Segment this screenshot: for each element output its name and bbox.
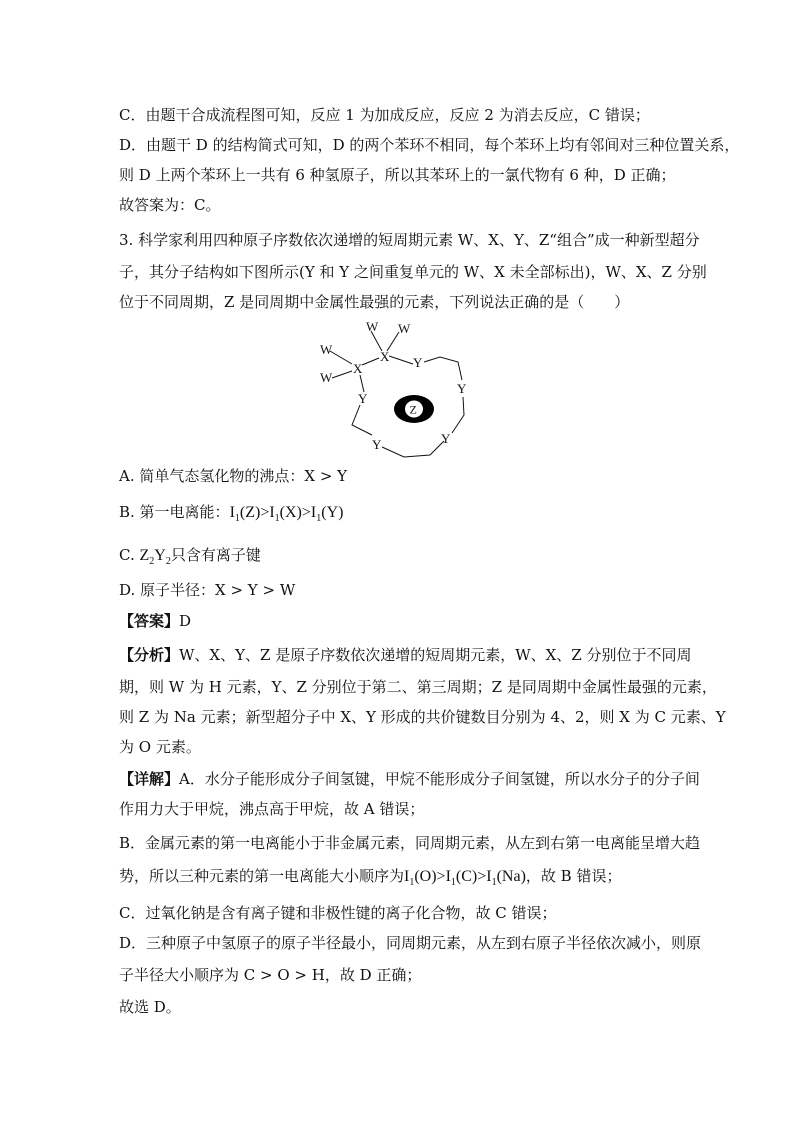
symbol-i: I	[404, 868, 410, 885]
detail-b-line2	[119, 866, 621, 889]
option-c-suffix: 只含有离子键	[170, 546, 261, 564]
option-c	[119, 545, 261, 568]
detail-conclusion: 故选 D。	[119, 998, 181, 1016]
detail-d-line1: D．三种原子中氢原子的原子半径最小，同周期元素，从左到右原子半径依次减小，则原	[119, 934, 702, 952]
option-b-prefix: B. 第一电离能：	[119, 503, 230, 521]
prev-option-d-line2: 则 D 上两个苯环上一共有 6 种氢原子，所以其苯环上的一氯代物有 6 种，D 正确；	[119, 166, 676, 184]
option-d: D. 原子半径：X > Y > W	[119, 581, 296, 599]
supramolecule-figure	[300, 315, 500, 465]
question-3-stem-line3: 位于不同周期，Z 是同周期中金属性最强的元素，下列说法正确的是（ ）	[119, 293, 630, 311]
analysis-line1	[119, 645, 692, 665]
option-c-prefix: C.	[119, 546, 140, 564]
atom-y-bottom-right: Y	[441, 431, 451, 446]
detail-d-line2: 子半径大小顺序为 C > O > H，故 D 正确；	[119, 966, 422, 984]
detail-b-prefix: 势，所以三种元素的第一电离能大小顺序为	[119, 867, 405, 885]
analysis-line4: 为 O 元素。	[119, 738, 201, 756]
question-3-stem-line2: 子，其分子结构如下图所示(Y 和 Y 之间重复单元的 W、X 未全部标出)，W、X、Z 分别	[119, 263, 707, 281]
element: Y	[154, 547, 166, 564]
analysis-line3: 则 Z 为 Na 元素；新型超分子中 X、Y 形成的共价键数目分别为 4、2，则 X 为 C 元素、Y	[119, 708, 726, 726]
subscript: 1	[450, 877, 456, 888]
detail-c: C．过氧化钠是含有离子键和非极性键的离子化合物，故 C 错误；	[119, 904, 557, 922]
term: (Z)>	[239, 504, 270, 521]
answer-line	[119, 611, 191, 631]
subscript: 1	[234, 513, 240, 524]
atom-y-bottom-left: Y	[372, 437, 382, 452]
analysis-line2: 期，则 W 为 H 元素，Y、Z 分别位于第二、第三周期；Z 是同周期中金属性最强的元素，	[119, 678, 717, 696]
option-b	[119, 502, 343, 525]
detail-tag: 【详解】	[119, 770, 180, 788]
prev-option-d-line1: D．由题干 D 的结构简式可知，D 的两个苯环不相同，每个苯环上均有邻间对三种位置关系，	[119, 136, 740, 154]
option-a: A. 简单气态氢化物的沸点：X > Y	[119, 467, 348, 485]
atom-w-top-right: W	[398, 321, 411, 336]
term: (X)>	[279, 504, 311, 521]
detail-a-line2: 作用力大于甲烷，沸点高于甲烷，故 A 错误；	[119, 800, 425, 818]
symbol-i: I	[229, 504, 235, 521]
symbol-i: I	[486, 868, 492, 885]
detail-line1	[119, 769, 700, 789]
answer-tag: 【答案】	[119, 612, 180, 630]
subscript: 1	[274, 513, 280, 524]
atom-y-left: Y	[358, 391, 368, 406]
detail-b-formula	[404, 868, 526, 888]
atom-y-top: Y	[413, 355, 423, 370]
option-b-formula	[229, 504, 344, 524]
detail-text: A．水分子能形成分子间氢键，甲烷不能形成分子间氢键，所以水分子的分子间	[179, 770, 700, 788]
term: (C)>	[455, 868, 487, 885]
term: (Y)	[321, 504, 344, 521]
analysis-text: W、X、Y、Z 是原子序数依次递增的短周期元素，W、X、Z 分别位于不同周	[179, 646, 692, 664]
subscript: 2	[149, 556, 155, 567]
atom-w-mid-left: W	[320, 342, 333, 357]
prev-answer: 故答案为：C。	[119, 196, 221, 214]
detail-b-line1: B．金属元素的第一电离能小于非金属元素，同周期元素，从左到右第一电离能呈增大趋	[119, 834, 701, 852]
prev-option-c: C．由题干合成流程图可知，反应 1 为加成反应，反应 2 为消去反应，C 错误；	[119, 106, 650, 124]
atom-x-lower: X	[353, 361, 363, 376]
atom-z: Z	[409, 402, 417, 417]
answer-value: D	[179, 612, 192, 630]
atom-w-top-left: W	[366, 319, 379, 334]
subscript: 1	[409, 877, 415, 888]
analysis-tag: 【分析】	[119, 646, 180, 664]
term: (O)>	[414, 868, 446, 885]
element: Z	[139, 547, 150, 564]
symbol-i: I	[269, 504, 275, 521]
symbol-i: I	[445, 868, 451, 885]
atom-w-low-left: W	[320, 370, 333, 385]
option-c-formula	[139, 547, 171, 567]
symbol-i: I	[310, 504, 317, 521]
detail-b-suffix: ，故 B 错误；	[525, 867, 622, 885]
atom-y-right: Y	[457, 381, 467, 396]
atom-x-upper: X	[380, 349, 390, 364]
term: (Na)	[496, 868, 526, 885]
question-3-stem-line1: 3. 科学家利用四种原子序数依次递增的短周期元素 W、X、Y、Z“组合”成一种新型超分	[119, 231, 700, 249]
subscript: 2	[165, 556, 171, 567]
subscript: 1	[491, 877, 497, 888]
subscript: 1	[316, 513, 322, 524]
